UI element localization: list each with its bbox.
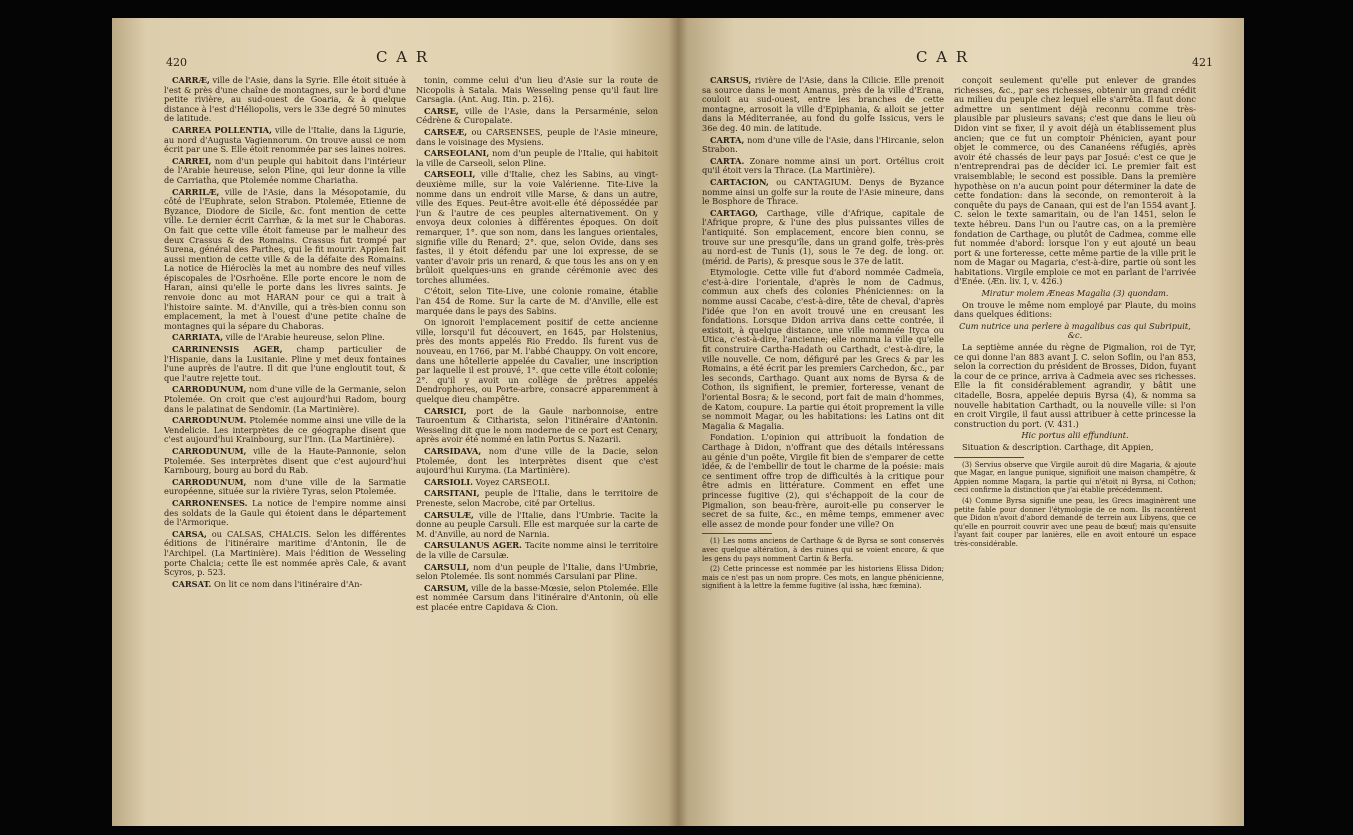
right-column-2 [954,76,1196,551]
entry-text: C'étoit, selon Tite-Live, une colonie romaine, établie l'an 454 de Rome. Sur la carte de M. d'Anville, elle est marquée dans le pays des Sabins. [416,286,658,316]
entry-paragraph [416,541,658,560]
entry-paragraph [702,76,944,134]
entry-text: Voyez CARSEOLI. [473,476,550,487]
entry-text: Zonare nomme ainsi un port. Ortélius croit qu'il étoit vers la Thrace. (La Martinière). [702,155,944,176]
entry-paragraph [416,107,658,126]
entry-text: nom d'une ville de la Germanie, selon Ptolemée. On croit que c'est aujourd'hui Radom, bourg dans le palatinat de Sendomir. (La Martinière). [164,384,406,414]
entry-paragraph [164,580,406,590]
entry-text: La septième année du règne de Pigmalion, roi de Tyr, ce qui donne l'an 883 avant J. C. selon Soflin, ou l'an 853, selon la correction du président de Brosses, Didon, fuyant la cour de ce prince, arriva à Cadmeia avec ses richesses. Elle la fit considérablement agrandir, y bâtit une citadelle, Bosra, appelée depuis Byrsa (4), & nomma sa nouvelle habitation Carthadt, ou la nouvelle ville: si l'on en croit Virgile, il faut aussi attribuer à cette princesse la construction du port. (V. 431.) [954,342,1196,429]
entry-text: Etymologie. Cette ville fut d'abord nommée Cadmeïa, c'est-à-dire l'orientale, d'après le nom de Cadmus, commun aux chefs des colonies Phéniciennes: on la nomme aussi Cacabe, c'est-à-dire, tête de cheval, d'après l'idée que l'on en avoit trouvé une en creusant les fondations. Lorsque Didon arriva dans cette contrée, il existoit, à quelque distance, une ville nommée Ityca ou Utica, c'est-à-dire, l'ancienne; elle nomma la ville qu'elle fit construire Cartha-Hadath ou Carthadt, c'est-à-dire, la ville nouvelle. Ce nom, défiguré par les Grecs & par les Romains, a été écrit par les premiers Carchedon, &c., par les seconds, Carthago. Quant aux noms de Byrsa & de Cothon, ils signifient, le premier, forteresse, venant de l'oriental Bosra; & le second, port fait de main d'hommes, de Katom, coupure. La partie qui étoit proprement la ville se nommoit Magar, ou les habitations: les Latins ont dit Magalia & Magalia. [702,267,944,431]
entry-headword: CARSITANI, [424,488,480,499]
entry-paragraph [164,447,406,476]
entry-paragraph [702,268,944,431]
entry-headword: CARSIOLI. [424,476,473,487]
entry-paragraph [954,322,1196,341]
entry-headword: CARREI, [172,155,212,166]
entry-paragraph [954,289,1196,299]
entry-text: Ptolemée nomme ainsi une ville de la Vendelicie. Les interprètes de ce géographe disent que c'est aujourd'hui Krainbourg, sur l'Inn. (La Martinière). [164,415,406,445]
entry-paragraph [702,178,944,207]
entry-text: champ particulier de l'Hispanie, dans la Lusitanie. Pline y met deux fontaines l'une auprès de l'autre. Il dit que l'une engloutit tout, & que l'autre rejette tout. [164,344,406,383]
entry-text: Carthage, ville d'Afrique, capitale de l'Afrique propre, & l'une des plus puissantes villes de l'antiquité. Son emplacement, encore bien connu, se trouve sur une presqu'île, dans un grand golfe, très-près au nord-est de Tunis (1), sous le 7e deg. de long. or. (mérid. de Paris), & presque sous le 37e de latit. [702,207,944,266]
footnote: (1) Les noms anciens de Carthage & de Byrsa se sont conservés avec quelque altération, à des ruines qui se voient encore, & que les gens du pays nomment Cartin & Berfa. [702,537,944,563]
entry-paragraph [702,136,944,155]
footnote: (3) Servius observe que Virgile auroit dû dire Magaria, & ajoute que Magar, en langue punique, signifioit une maison champêtre, & Appien nomme Magara, la partie qui n'étoit ni Byrsa, ni Cothon; ceci confirme la distinction que j'ai établie précédemment. [954,460,1196,495]
entry-text: Situation & description. Carthage, dit Appien, [962,441,1154,452]
entry-paragraph [954,431,1196,441]
entry-text: nom d'une ville de l'Asie, dans l'Hircanie, selon Strabon. [702,134,944,155]
entry-headword: CARRILÆ, [172,186,220,197]
entry-text: ville de la Haute-Pannonie, selon Ptolemée. Ses interprètes disent que c'est aujourd'hui Karnbourg, bourg au bord du Rab. [164,445,406,476]
entry-paragraph [416,170,658,285]
entry-text: On ignoroit l'emplacement positif de cette ancienne ville, lorsqu'il fut découvert, en 1645, par Holstenius, près des monts appelés Rio Freddo. Ils furent vus de nouveau, en 1766, par M. l'abbé Chauppy. On voit encore, dans une hôtellerie appelée du Cavalier, une inscription par laquelle il est prouvé, 1°. que cette ville étoit colonie; 2°. qu'il y avoit un collège de prêtres appelés Dendrophores, ou Porte-arbre, consacré apparemment à quelque dieu champêtre. [416,317,658,404]
entry-headword: CARTA, [710,134,745,145]
entry-paragraph [954,76,1196,287]
entry-paragraph [416,149,658,168]
entry-headword: CARSEOLI, [424,169,476,180]
entry-paragraph [164,416,406,445]
entry-headword: CARRÆ, [172,76,210,85]
entry-headword: CARTACION, [710,176,769,187]
entry-paragraph [164,126,406,155]
entry-paragraph [416,76,658,105]
entry-paragraph [164,333,406,343]
entry-paragraph [954,343,1196,429]
entry-headword: CARSUS, [710,76,752,85]
entry-paragraph [416,478,658,488]
entry-paragraph [164,76,406,124]
entry-text: ville de l'Asie, dans la Syrie. Elle étoit située à l'est & près d'une chaîne de montagnes, sur le bord d'une petite rivière, au sud-ouest de Goaria, & à quelque distance à l'est d'Héliopolis, vers le 33e degré 50 minutes de latitude. [164,76,406,124]
entry-headword: CARRODUNUM, [172,445,247,456]
entry-headword: CARRONENSES. [172,497,248,508]
entry-headword: CARSICI, [424,405,467,416]
entry-text: port de la Gaule narbonnoise, entre Tauroentum & Citharista, selon l'itinéraire d'Antonin. Wesseling dit que le nom moderne de ce port est Cenary, après avoir été nommé en latin Portus S. Nazarii. [416,405,658,445]
entry-paragraph [416,318,658,404]
entry-text: ou CARSENSES, peuple de l'Asie mineure, dans le voisinage des Mysiens. [416,126,658,147]
entry-paragraph [416,287,658,316]
entry-text: nom d'une ville de la Sarmatie européenne, située sur la rivière Tyras, selon Ptolemée. [164,476,406,497]
entry-paragraph [164,499,406,528]
entry-text: ville de l'Asie, dans la Persarménie, selon Cédrène & Curopalate. [416,105,658,126]
left-page [112,18,678,826]
entry-text: ville de l'Italie, dans l'Umbrie. Tacite la donne au peuple Carsuli. Elle est marquée sur la carte de M. d'Anville, au nord de Narnia. [416,509,658,539]
entry-paragraph [164,530,406,578]
entry-paragraph [164,385,406,414]
page-number: 421 [1192,56,1213,69]
entry-headword: CARSAT. [172,578,212,589]
entry-headword: CARSULI, [424,561,470,572]
entry-text: Cum nutrice una perlere à magalibus cas qui Subripuit, &c. [959,320,1191,341]
entry-headword: CARSEOLANI, [424,148,490,159]
running-head: C A R [376,48,430,66]
running-head: C A R [916,48,970,66]
left-column-1 [164,76,406,591]
entry-text: On lit ce nom dans l'itinéraire d'An- [211,578,363,589]
entry-paragraph [164,188,406,332]
entry-paragraph [416,407,658,445]
right-column-1 [702,76,944,593]
entry-paragraph [416,447,658,476]
entry-text: ville de la basse-Mœsie, selon Ptolemée. Elle est nommée Carsum dans l'itinéraire d'Antonin, où elle est placée entre Capidava & Cion. [416,582,658,612]
entry-headword: CARTA. [710,155,745,166]
entry-paragraph [954,301,1196,320]
book-spread [112,18,1244,826]
entry-paragraph [702,209,944,267]
entry-text: ou CALSAS, CHALCIS. Selon les différentes éditions de l'itinéraire maritime d'Antonin, île de l'Archipel. (La Martinière). Mais l'édition de Wesseling porte Chalcia; cette île est nommée après Cale, & avant Scyros, p. 523. [164,528,406,578]
entry-text: nom d'un peuple de l'Italie, qui habitoit la ville de Carseoli, selon Pline. [416,148,658,168]
entry-text: tonin, comme celui d'un lieu d'Asie sur la route de Nicopolis à Satala. Mais Wesseling pense qu'il faut lire Carsagia. (Ant. Aug. Itin. p. 216). [416,76,658,105]
entry-text: La notice de l'empire nomme ainsi des soldats de la Gaule qui étoient dans le département de l'Armorique. [164,497,406,528]
footnote-rule [702,533,772,534]
entry-paragraph [702,157,944,176]
entry-headword: CARRIATA, [172,332,224,343]
entry-text: nom d'un peuple de l'Italie, dans l'Umbrie, selon Ptolemée. Ils sont nommés Carsulani par Pline. [416,561,658,582]
entry-headword: CARSEÆ, [424,126,468,137]
entry-paragraph [164,478,406,497]
entry-text: conçoit seulement qu'elle put enlever de grandes richesses, &c., par ses richesses, obtenir un grand crédit au milieu du peuple chez lequel elle s'arrêta. Il faut donc admettre un sentiment déjà reconnu comme très-plausible par plusieurs savans; c'est que dans le lieu où Didon vint se fixer, il y avoit déjà un établissement plus ancien; que ce fut un comptoir Phénicien, ayant pour objet le commerce, ou des Cananéens réfugiés, après avoir été chassés de leur pays par Josué: c'est ce que je n'entreprendrai pas de décider ici. Le premier fait est vraisemblable; le second est possible. Dans la première hypothèse on n'a aucun point pour déterminer la date de cette fondation: dans la seconde, on remonteroit à la conquête du pays de Canaan, qui est de l'an 1554 avant J. C. selon le texte samaritain, ou de l'an 1451, selon le texte hébreu. Dans l'un ou l'autre cas, on a la première fondation de Carthage, ou plutôt de Cadmea, comme elle fut nommée d'abord: lorsque l'on y eut ajouté un beau port & une forteresse, cette même partie de la ville prit le nom de Magar ou Magaria, c'est-à-dire, partie où sont les habitations. Virgile emploie ce mot en parlant de l'arrivée d'Enée. (Æn. liv. I, v. 426.) [954,76,1196,287]
entry-text: ou CANTAGIUM. Denys de Byzance nomme ainsi un golfe sur la route de l'Asie mineure, dans le Bosphore de Thrace. [702,176,944,207]
entry-headword: CARSULANUS AGER. [424,540,522,551]
entry-headword: CARSIDAVA, [424,445,482,456]
entry-text: ville de l'Asie, dans la Mésopotamie, du côté de l'Euphrate, selon Strabon. Ptolemée, Etienne de Byzance, Diodore de Sicile, &c. font mention de cette ville. Le dernier écrit Carrhæ, & la met sur le Chaboras. On fait que cette ville étoit fameuse par le malheur des deux Crassus & des Romains. Crassus fut trompé par Surena, général des Parthes, qui le fit mourir. Appien fait aussi mention de cette ville & de la défaite des Romains. La notice de Hiéroclès la met au nombre des neuf villes épiscopales de l'Osrhoëne. Elle porte encore le nom de Haran, ainsi qu'elle le porte dans les livres saints. Je renvoie donc au mot HARAN pour ce qui a trait à l'histoire sainte. M. d'Anville, qui a très-bien connu son emplacement, la met à l'ouest d'une petite chaîne de montagnes qui la sépare du Chaboras. [164,186,406,331]
footnote-rule [954,457,1024,458]
entry-paragraph [416,563,658,582]
entry-text: On trouve le même nom employé par Plaute, du moins dans quelques éditions: [954,299,1196,320]
entry-text: ville de l'Italie, dans la Ligurie, au nord d'Augusta Vagiennorum. On trouve aussi ce nom écrit par une S. Elle étoit renommée par ses laines noires. [164,124,406,155]
book-gutter [668,18,688,826]
left-column-2 [416,76,658,614]
entry-text: Tacite nomme ainsi le territoire de la ville de Carsulæ. [416,540,658,560]
entry-paragraph [164,345,406,383]
page-number: 420 [166,56,187,69]
entry-paragraph [416,489,658,508]
entry-headword: CARSUM, [424,582,469,593]
entry-headword: CARRODUNUM. [172,415,247,426]
right-page [678,18,1244,826]
entry-paragraph [416,511,658,540]
entry-headword: CARREA POLLENTIA, [172,124,272,135]
entry-paragraph [416,128,658,147]
entry-paragraph [702,433,944,529]
entry-headword: CARRODUNUM, [172,476,247,487]
entry-text: rivière de l'Asie, dans la Cilicie. Elle prenoit sa source dans le mont Amanus, près de la ville d'Erana, couloit au sud-ouest, entre les branches de cette montagne, arrosoit la ville d'Epiphania, & alloit se jetter dans la Méditerranée, au fond du golfe Issicus, vers le 36e deg. 40 min. de latitude. [702,76,944,133]
entry-paragraph [416,584,658,613]
entry-text: Hic portus alii effundiunt. [1021,430,1129,441]
entry-text: nom d'un peuple qui habitoit dans l'intérieur de l'Arabie heureuse, selon Pline, qui leur donne la ville de Carriatha, que Ptolemée nomme Chariatha. [164,155,406,185]
entry-text: peuple de l'Italie, dans le territoire de Preneste, selon Macrobe, cité par Ortelius. [416,488,658,508]
footnote: (4) Comme Byrsa signifie une peau, les Grecs imaginèrent une petite fable pour donner l'étymologie de ce nom. Ils racontèrent que Didon n'avoit d'abord demandé de terrein aux Libyens, que ce qu'elle en pourroit couvrir avec une peau de bœuf; mais qu'ensuite l'ayant fait couper par lanières, elle en avoit entouré un espace très-considérable. [954,496,1196,548]
entry-headword: CARSULÆ, [424,509,474,520]
entry-headword: CARRODUNUM, [172,384,247,395]
entry-paragraph [954,443,1196,453]
entry-headword: CARSE, [424,105,459,116]
entry-text: ville d'Italie, chez les Sabins, au vingt-deuxième mille, sur la voie Valérienne. Tite-Live la nomme dans un endroit ville Marse, & dans un autre, ville des Eques. Peut-être avoit-elle été dépossédée par l'un & l'autre de ces peuples alternativement. On y envoya deux colonies à différentes époques. On doit remarquer, 1°. que son nom, dans les langues orientales, signifie ville du Renard; 2°. que, selon Ovide, dans ses fastes, il y étoit défendu par une loi expresse, de se vanter d'avoir pris un renard, & que tous les ans on y en brûloit quelques-uns en grande cérémonie avec des torches allumées. [416,169,658,285]
entry-headword: CARTAGO, [710,207,759,218]
entry-text: Fondation. L'opinion qui attribuoit la fondation de Carthage à Didon, n'offrant que des détails intéressans au génie d'un poëte, Virgile fit bien de s'emparer de cette idée, & de l'embellir de tout le charme de la poésie: mais ce sentiment offre trop de difficultés à la critique pour être admis en littérature. Comment en effet une princesse fugitive (2), qui s'échappoit de la cour de Pigmalion, son beau-frère, auroit-elle pu conserver le secret de sa fuite, &c., en même temps, emmener avec elle assez de monde pour fonder une ville? On [702,432,944,529]
entry-text: nom d'une ville de la Dacie, selon Ptolemée, dont les interprètes disent que c'est aujourd'hui Kuryma. (La Martinière). [416,445,658,476]
footnote: (2) Cette princesse est nommée par les historiens Elissa Didon; mais ce n'est pas un nom propre. Ces mots, en langue phénicienne, signifient à la lettre la femme fugitive (al issha, hæc fœmina). [702,565,944,591]
entry-text: ville de l'Arabie heureuse, selon Pline. [223,332,385,343]
entry-headword: CARRINENSIS AGER, [172,344,283,355]
entry-headword: CARSA, [172,528,207,539]
entry-paragraph [164,157,406,186]
entry-text: Miratur molem Æneas Magalia (3) quondam. [981,288,1169,299]
